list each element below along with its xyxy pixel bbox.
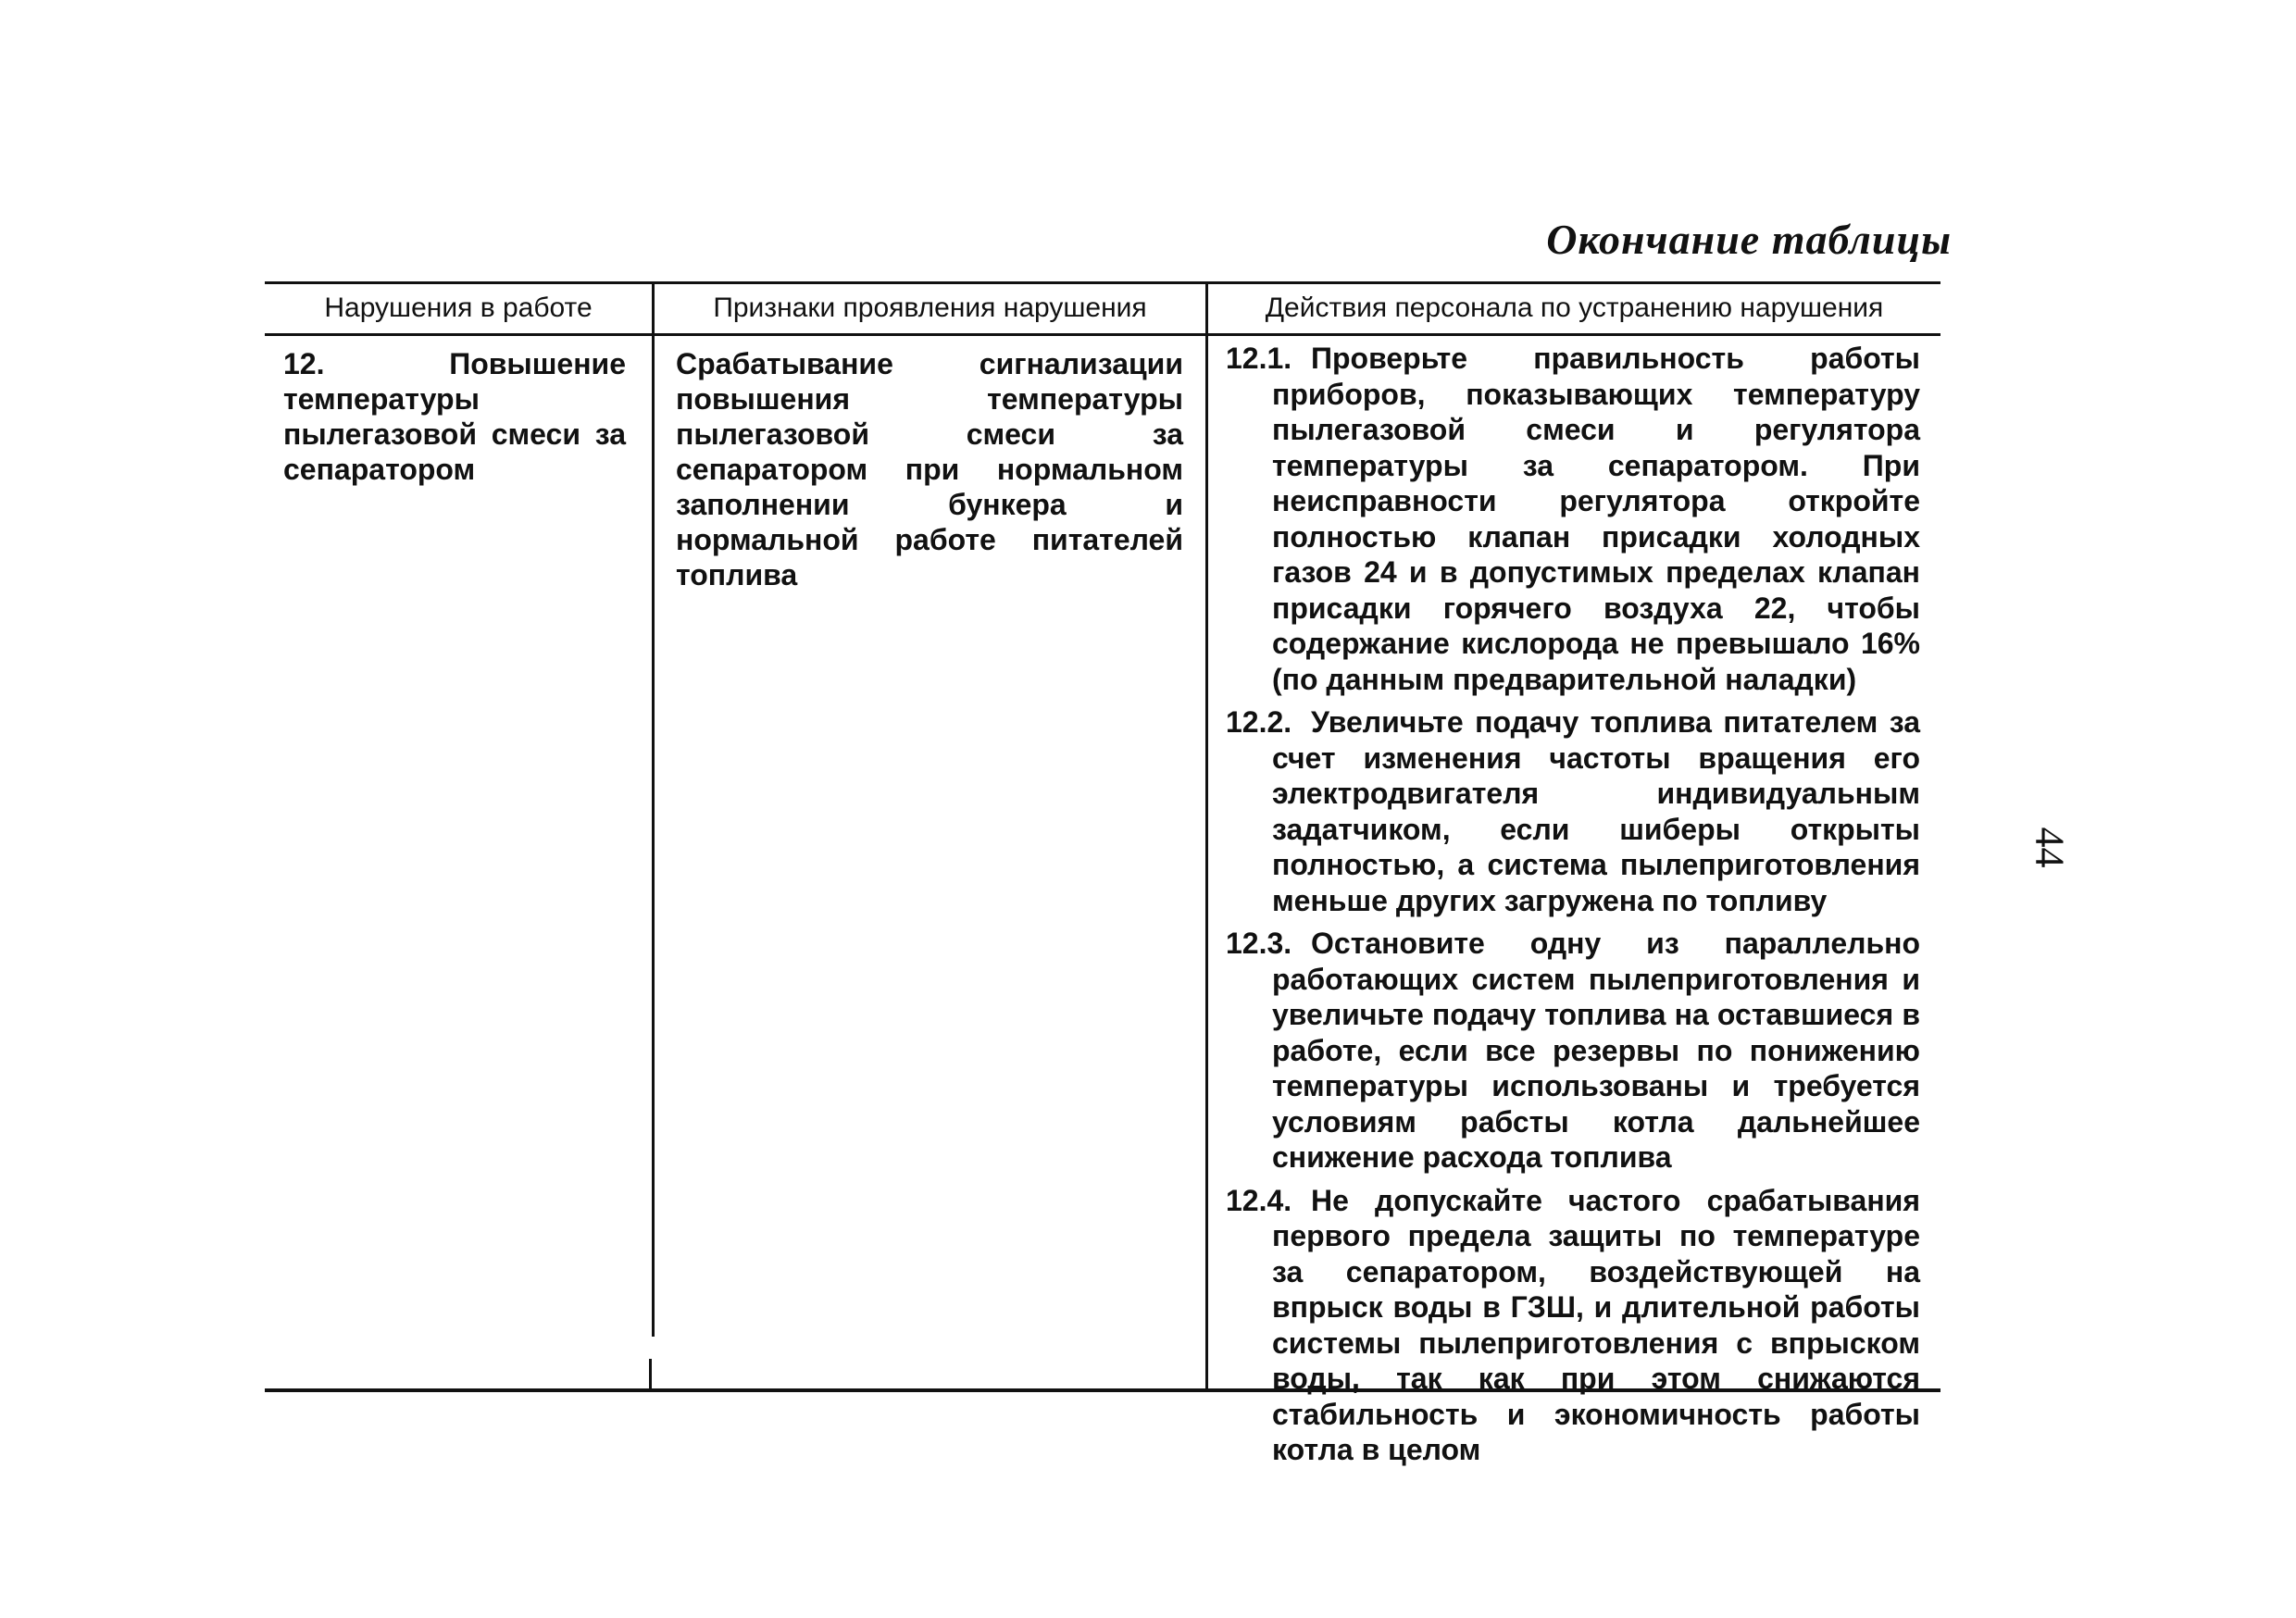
action-text: Остановите одну из параллельно работающих систем пылеприготовления и увеличьте подачу топлива на оставшиеся в работе, если все резервы по понижению температуры использованы и требуется условиям рабсты котла дальнейшее снижение расхода топлива	[1272, 927, 1920, 1174]
column-divider-1-tail	[649, 1359, 652, 1390]
action-item	[1226, 704, 1920, 918]
action-text: Проверьте правильность работы приборов, показывающих температуру пылегазовой смеси и регулятора температуры за сепаратором. При неисправности регулятора откройте полностью клапан присадки холодных газов 24 и в допустимых пределах клапан присадки горячего воздуха 22, чтобы содержание кислорода не превышало 16% (по данным предварительной наладки)	[1272, 342, 1920, 696]
table-header-rule	[265, 333, 1940, 336]
header-symptoms: Признаки проявления нарушения	[713, 292, 1147, 323]
table-caption: Окончание таблицы	[1546, 216, 1952, 263]
header-violations: Нарушения в работе	[324, 292, 593, 323]
actions-cell	[1226, 341, 1920, 1475]
column-divider-2	[1205, 281, 1208, 1390]
action-item	[1226, 341, 1920, 697]
table-top-rule	[265, 281, 1940, 284]
action-number: 12.3.	[1226, 927, 1292, 960]
action-text: Не допускайте частого срабатывания первого предела защиты по температуре за сепаратором, воздействующей на впрыск воды в ГЗШ, и длительной работы системы пылеприготовления с впрыском воды, так как при этом снижаются стабильность и экономичность работы котла в целом	[1272, 1183, 1920, 1466]
action-number: 12.4.	[1226, 1183, 1292, 1217]
action-text: Увеличьте подачу топлива питателем за счет изменения частоты вращения его электродвигателя индивидуальным задатчиком, если шиберы открыты полностью, а система пылеприготовления меньше других загружена по топливу	[1272, 705, 1920, 917]
violation-cell: 12. Повышение температуры пылегазовой смеси за сепаратором	[283, 347, 626, 486]
column-divider-1	[652, 281, 655, 1337]
action-item	[1226, 926, 1920, 1176]
symptoms-cell: Срабатывание сигнализации повышения температуры пылегазовой смеси за сепаратором при нормальном заполнении бункера и нормальной работе питателей топлива	[676, 347, 1183, 591]
action-number: 12.1.	[1226, 342, 1292, 375]
action-item	[1226, 1183, 1920, 1468]
header-actions: Действия персонала по устранению нарушения	[1265, 292, 1884, 323]
action-number: 12.2.	[1226, 705, 1292, 739]
page-number: 44	[2027, 827, 2073, 868]
